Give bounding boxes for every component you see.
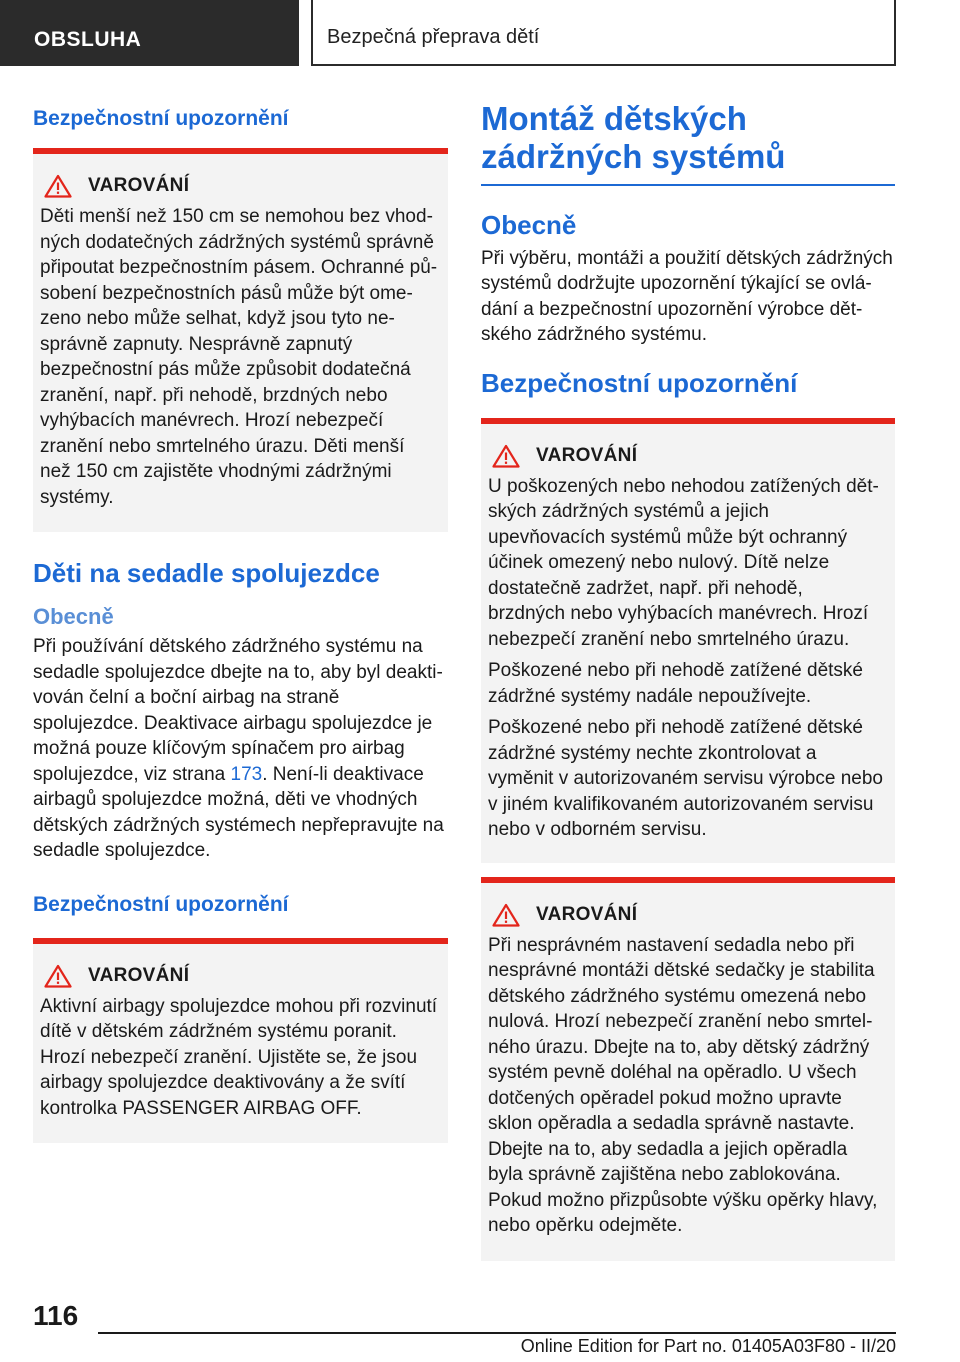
warning-box — [481, 418, 895, 863]
general-text-part: . Není-li deaktivace airbagů spolujezdce možná, děti ve vhodných dětských zádržných systémech nepřepravujte na sedadle spolujezdce. — [33, 763, 444, 861]
warning-text: Poškozené nebo při nehodě zatížené dětské zádržné systémy nadále nepoužívejte. — [488, 660, 863, 707]
warning-header — [40, 174, 438, 198]
warning-title: VAROVÁNÍ — [536, 444, 638, 466]
page-header — [0, 0, 960, 66]
main-heading: Montáž dětských zádržných systémů — [481, 100, 786, 175]
general-heading: Obecně — [33, 604, 114, 629]
warning-text: Při nesprávném nastavení sedadla nebo při nesprávné montáži dětské sedačky je stabilita dětského zádržného systému omezená nebo nulová. Hrozí nebezpečí zranění nebo smrtelného úrazu. Dbejte na to, aby dětský zádržný systém pevně doléhal na opěradlo. U všech dotčených opěradel pokud možno upravte sklon opěradla a sedadla správně nastavte. Dbejte na to, aby sedadla a jejich opěradla byla správně zajištěna nebo zablokována. Pokud možno přizpůsobte výšku opěrky hlavy, nebo opěrku odejměte. — [488, 934, 878, 1236]
warning-header — [40, 964, 438, 988]
warning-text: Poškozené nebo při nehodě zatížené dětské zádržné systémy nechte zkontrolovat a vyměnit v autorizovaném servisu výrobce nebo v jiném kvalifikovaném autorizovaném servisu nebo v odborném servisu. — [488, 717, 883, 840]
section-heading: Děti na sedadle spolujezdce — [33, 558, 380, 588]
warning-triangle-icon — [44, 174, 72, 198]
warning-header — [488, 444, 885, 468]
page-number: 116 — [33, 1300, 79, 1331]
warning-header — [488, 903, 885, 927]
warning-text: U poškozených nebo nehodou zatížených dětských zádržných systémů a jejich upevňovacích systémů může být ochranný účinek omezený nebo nulový. Dítě nelze dostatečně zadržet, např. při nehodě, brzdných nebo vyhýbacích manévrech. Hrozí nebezpečí zranění nebo smrtelného úrazu. — [488, 475, 879, 650]
warning-title: VAROVÁNÍ — [88, 964, 190, 986]
general-text-part: Při používání dětského zádržného systému na sedadle spolujezdce dbejte na to, aby byl deaktivován čelní a boční airbag na straně spolujezdce. Deaktivace airbagu spolujezdce je možná pouze klíčovým spínačem pro airbag spolujezdce, viz strana — [33, 636, 443, 785]
warning-text: Aktivní airbagy spolujezdce mohou při rozvinutí dítě v dětském zádržném systému poranit. Hrozí nebezpečí zranění. Ujistěte se, že jsou airbagy spolujezdce deaktivovány a že svítí kontrolka PASSENGER AIRBAG OFF. — [40, 995, 438, 1119]
section-tab — [0, 0, 299, 66]
chapter-tab — [311, 0, 896, 66]
general-paragraph: Při výběru, montáži a použití dětských zádržných systémů dodržujte upozornění týkající se ovládání a bezpečnostní upozornění výrobce dětského zádržného systému. — [481, 247, 893, 345]
warning-text: Děti menší než 150 cm se nemohou bez vhodných dodatečných zádržných systémů správně připoutat bezpečnostním pásem. Ochranné působení bezpečnostních pásů může být omezeno nebo může selhat, když jsou tyto nesprávně zapnuty. Nesprávně zapnutý bezpečnostní pás může způsobit dodatečná zranění, např. při nehodě, brzdných nebo vyhýbacích manévrech. Hrozí nebezpečí zranění nebo smrtelného úrazu. Děti menší než 150 cm zajistěte vhodnými zádržnými systémy. — [40, 206, 438, 508]
section-label: OBSLUHA — [34, 28, 142, 51]
warning-triangle-icon — [492, 444, 520, 468]
warning-box — [33, 938, 448, 1144]
warning-box — [481, 877, 895, 1261]
chapter-label: Bezpečná přeprava dětí — [327, 26, 540, 48]
footer-rule — [98, 1332, 896, 1334]
safety-heading: Bezpečnostní upozornění — [481, 367, 798, 398]
safety-heading: Bezpečnostní upozornění — [33, 892, 289, 916]
general-heading: Obecně — [481, 209, 577, 240]
general-paragraph — [33, 634, 448, 864]
right-column — [481, 100, 895, 1261]
left-column — [33, 100, 448, 1143]
warning-title: VAROVÁNÍ — [88, 175, 190, 196]
warning-box — [33, 148, 448, 532]
heading-rule — [481, 184, 895, 186]
warning-triangle-icon — [44, 964, 72, 988]
warning-title: VAROVÁNÍ — [536, 903, 638, 925]
footer-edition: Online Edition for Part no. 01405A03F80 - II/20 — [520, 1336, 896, 1356]
page-reference-link[interactable]: 173 — [230, 763, 263, 785]
safety-heading: Bezpečnostní upozornění — [33, 107, 289, 130]
warning-triangle-icon — [492, 903, 520, 927]
